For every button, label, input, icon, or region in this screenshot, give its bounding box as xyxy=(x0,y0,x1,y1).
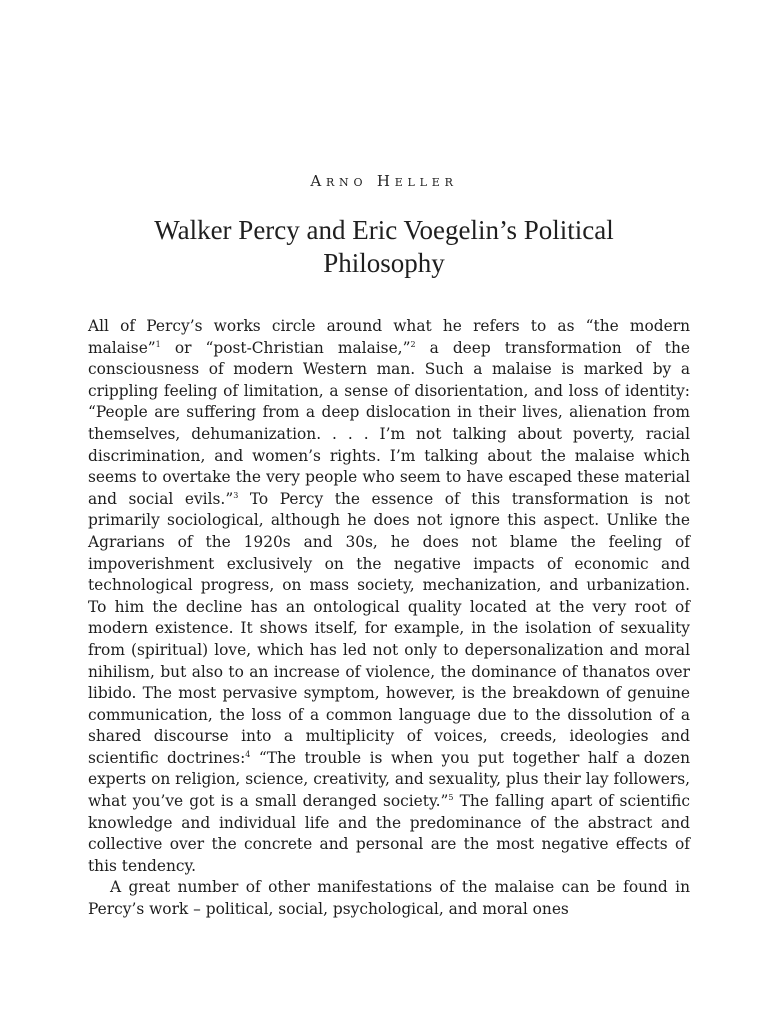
text-span: To Percy the essence of this transformation is not primarily sociological, although he does not ignore this aspect. Unlike the Agrarians of the 1920s and 30s, he does not blame the feeling of impoverishment exclusively on the negative impacts of economic and technological progress, on mass society, mechanization, and urbanization. To him the decline has an ontological quality located at the very root of modern existence. It shows itself, for example, in the isolation of sexuality from (spiritual) love, which has led not only to depersonalization and moral nihilism, but also to an increase of violence, the dominance of thanatos over libido. The most pervasive symptom, however, is the breakdown of genuine communication, the loss of a common language due to the dissolution of a shared discourse into a multiplicity of voices, creeds, ideologies and scientific doctrines: xyxy=(88,489,690,767)
footnote-ref-2: 2 xyxy=(410,339,416,349)
paragraph-1 xyxy=(88,316,690,877)
paragraph-2: A great number of other manifestations of the malaise can be found in Percy’s work – political, social, psychological, and moral ones xyxy=(88,878,690,919)
footnote-ref-4: 4 xyxy=(245,749,251,759)
footnote-ref-5: 5 xyxy=(448,793,454,803)
text-span: “The trouble is when you put together half a dozen experts on religion, science, creativity, and sexuality, plus their lay followers, what you’ve got is a small deranged society.” xyxy=(88,748,690,811)
article-body xyxy=(88,316,690,921)
text-span: a deep transformation of the consciousness of modern Western man. Such a malaise is marked by a crippling feeling of limitation, a sense of disorientation, and loss of identity: “People are suffering from a deep dislocation in their lives, alienation from themselves, dehumanization. . . . I’m not talking about poverty, racial discrimination, and women’s rights. I’m talking about the malaise which seems to overtake the very people who seem to have escaped these material and social evils.” xyxy=(88,338,690,508)
author-name: Arno Heller xyxy=(310,172,458,190)
text-span: The falling apart of scientific knowledge and individual life and the predominance of the abstract and collective over the concrete and personal are the most negative effects of this tendency. xyxy=(88,792,690,875)
article-title: Walker Percy and Eric Voegelin’s Political Philosophy xyxy=(154,215,614,278)
footnote-ref-1: 1 xyxy=(155,339,161,349)
footnote-ref-3: 3 xyxy=(233,490,239,500)
text-span: All of Percy’s works circle around what he refers to as “the modern malaise” xyxy=(88,317,690,357)
text-span: or “post-Christian malaise,” xyxy=(160,338,411,357)
